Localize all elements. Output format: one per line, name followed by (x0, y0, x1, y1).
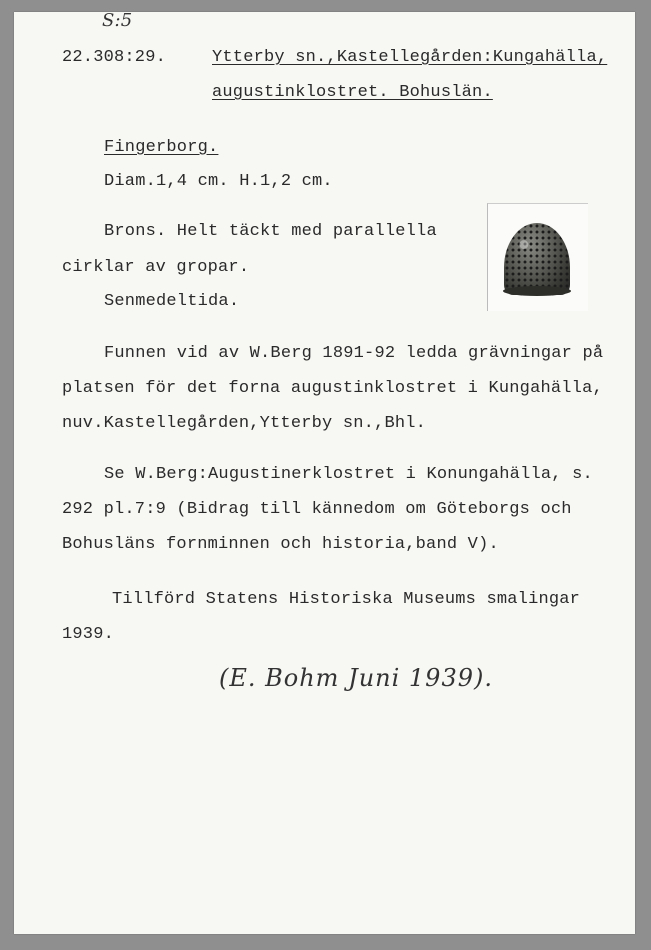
reference-line-1: Se W.Berg:Augustinerklostret i Konungahälla, s. (104, 465, 593, 484)
reference-line-3: Bohusläns fornminnen och historia,band V). (62, 535, 499, 554)
acquisition-line-1: Tillförd Statens Historiska Museums smalingar (112, 590, 581, 609)
reference-line-2: 292 pl.7:9 (Bidrag till kännedom om Göteborgs och (62, 500, 572, 519)
handwritten-signature: (E. Bohm Juni 1939). (219, 664, 493, 692)
thimble-image (504, 223, 570, 295)
description-line-1: Brons. Helt täckt med parallella (104, 222, 437, 241)
find-line-2: platsen för det forna augustinklostret i Kungahälla, (62, 379, 603, 398)
object-photo (487, 203, 588, 311)
dating: Senmedeltida. (104, 292, 240, 311)
location-line-1: Ytterby sn.,Kastellegården:Kungahälla, (212, 48, 608, 67)
dimensions: Diam.1,4 cm. H.1,2 cm. (104, 172, 333, 191)
acquisition-line-2: 1939. (62, 625, 115, 644)
find-line-1: Funnen vid av W.Berg 1891-92 ledda grävningar på (104, 344, 604, 363)
find-line-3: nuv.Kastellegården,Ytterby sn.,Bhl. (62, 414, 427, 433)
description-line-2: cirklar av gropar. (62, 258, 250, 277)
catalog-number: 22.308:29. (62, 48, 167, 67)
location-line-2: augustinklostret. Bohuslän. (212, 83, 493, 102)
catalog-card (14, 12, 635, 934)
thimble-base (503, 286, 571, 296)
corner-mark: S:5 (102, 10, 133, 31)
object-name: Fingerborg. (104, 138, 219, 157)
